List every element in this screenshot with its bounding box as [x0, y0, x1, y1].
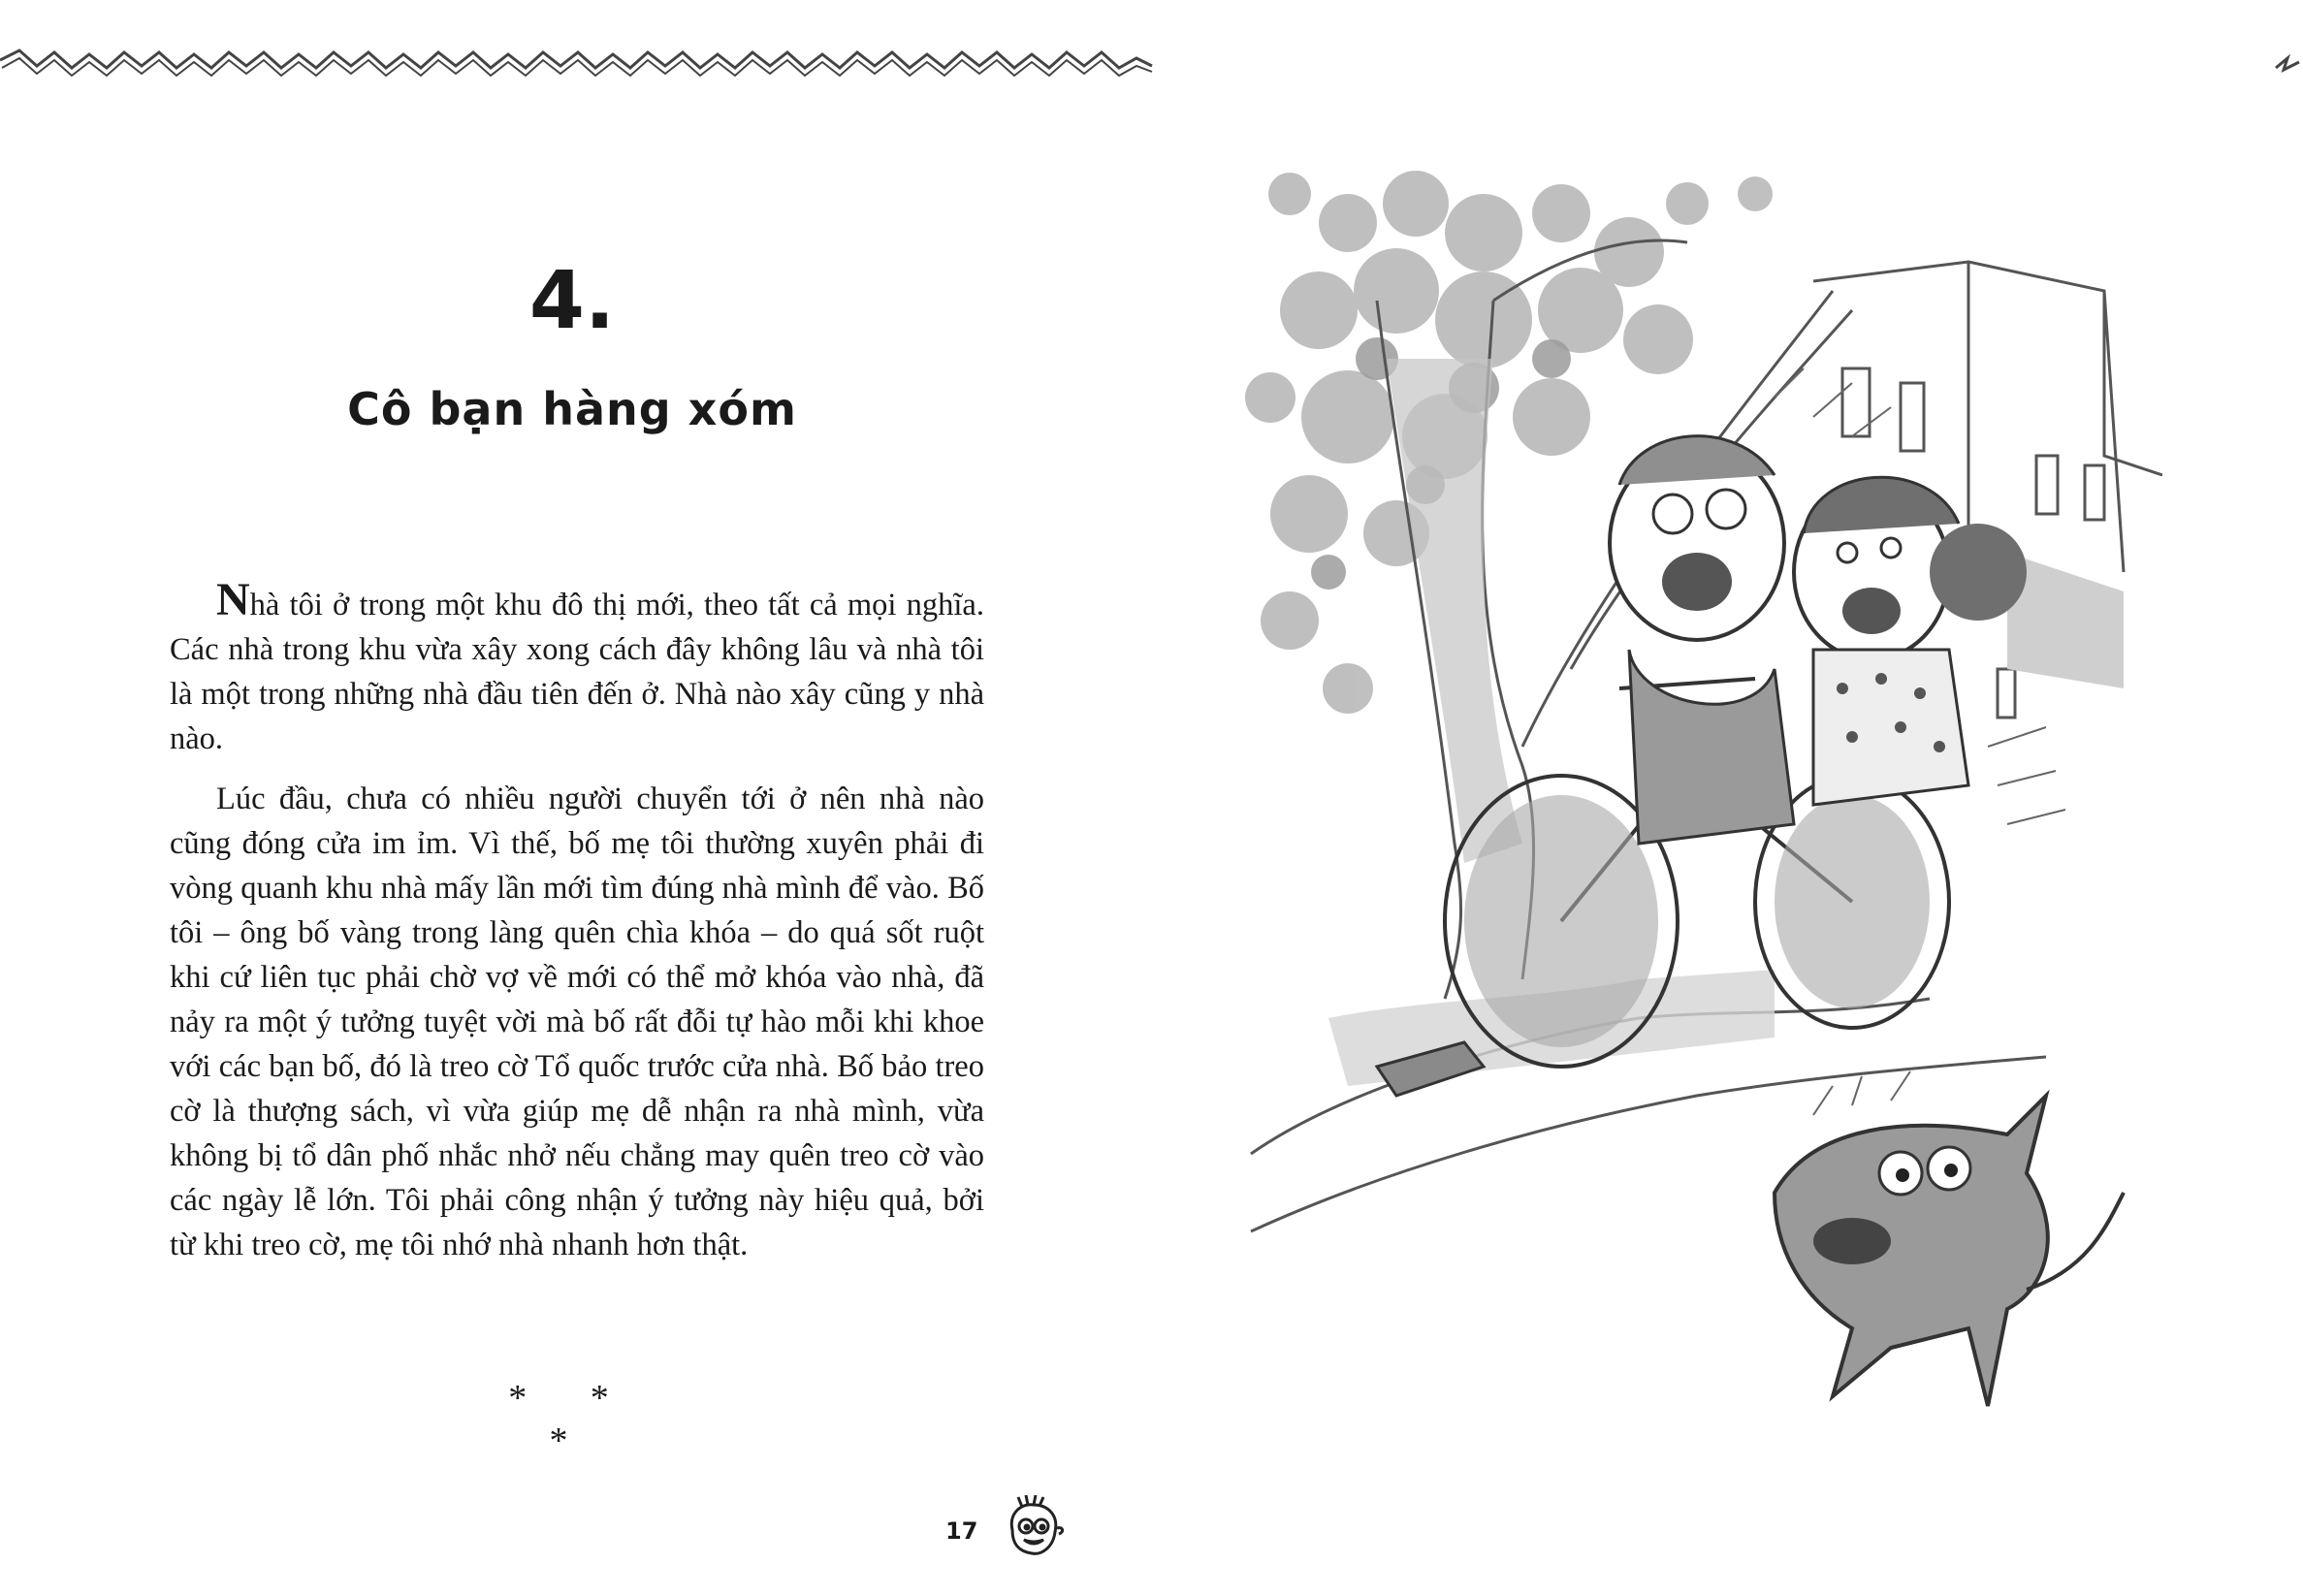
zigzag-end-icon [2274, 50, 2301, 78]
chapter-number: 4. [528, 255, 616, 347]
dog-character [1775, 1096, 2124, 1406]
paragraph-1-text: hà tôi ở trong một khu đô thị mới, theo tất cả mọi nghĩa. Các nhà trong khu vừa xây xong cách đây không lâu và nhà tôi là một trong những nhà đầu tiên đến ở. Nhà nào xây cũng y nhà nào. [170, 588, 984, 756]
zigzag-border-icon [0, 39, 1154, 87]
page-number: 17 [945, 1517, 978, 1545]
girl-character [1794, 477, 2027, 805]
kids-on-bicycle-illustration [1231, 165, 2162, 1464]
dropcap: N [216, 574, 250, 625]
chapter-title: Cô bạn hàng xóm [347, 383, 797, 435]
paragraph-2: Lúc đầu, chưa có nhiều người chuyển tới ở nên nhà nào cũng đóng cửa im ỉm. Vì thế, bố mẹ tôi thường xuyên phải đi vòng quanh khu nhà mấy lần mới tìm đúng nhà mình để vào. Bố tôi – ông bố vàng trong làng quên chìa khóa – do quá sốt ruột khi cứ liên tục phải chờ vợ về mới có thể mở khóa vào nhà, đã nảy ra một ý tưởng tuyệt vời mà bố rất đỗi tự hào mỗi khi khoe với các bạn bố, đó là treo cờ Tổ quốc trước cửa nhà. Bố bảo treo cờ là thượng sách, vì vừa giúp mẹ dễ nhận ra nhà mình, vừa không bị tổ dân phố nhắc nhở nếu chẳng may quên treo cờ vào các ngày lễ lớn. Tôi phải công nhận ý tưởng này hiệu quả, bởi từ khi treo cờ, mẹ tôi nhớ nhà nhanh hơn thật. [170, 782, 984, 1262]
chapter-body [170, 574, 984, 1283]
section-separator: * * * [508, 1378, 636, 1461]
paragraph-1 [170, 574, 984, 761]
cartoon-face-icon [999, 1493, 1069, 1563]
boy-character [1610, 436, 1794, 844]
